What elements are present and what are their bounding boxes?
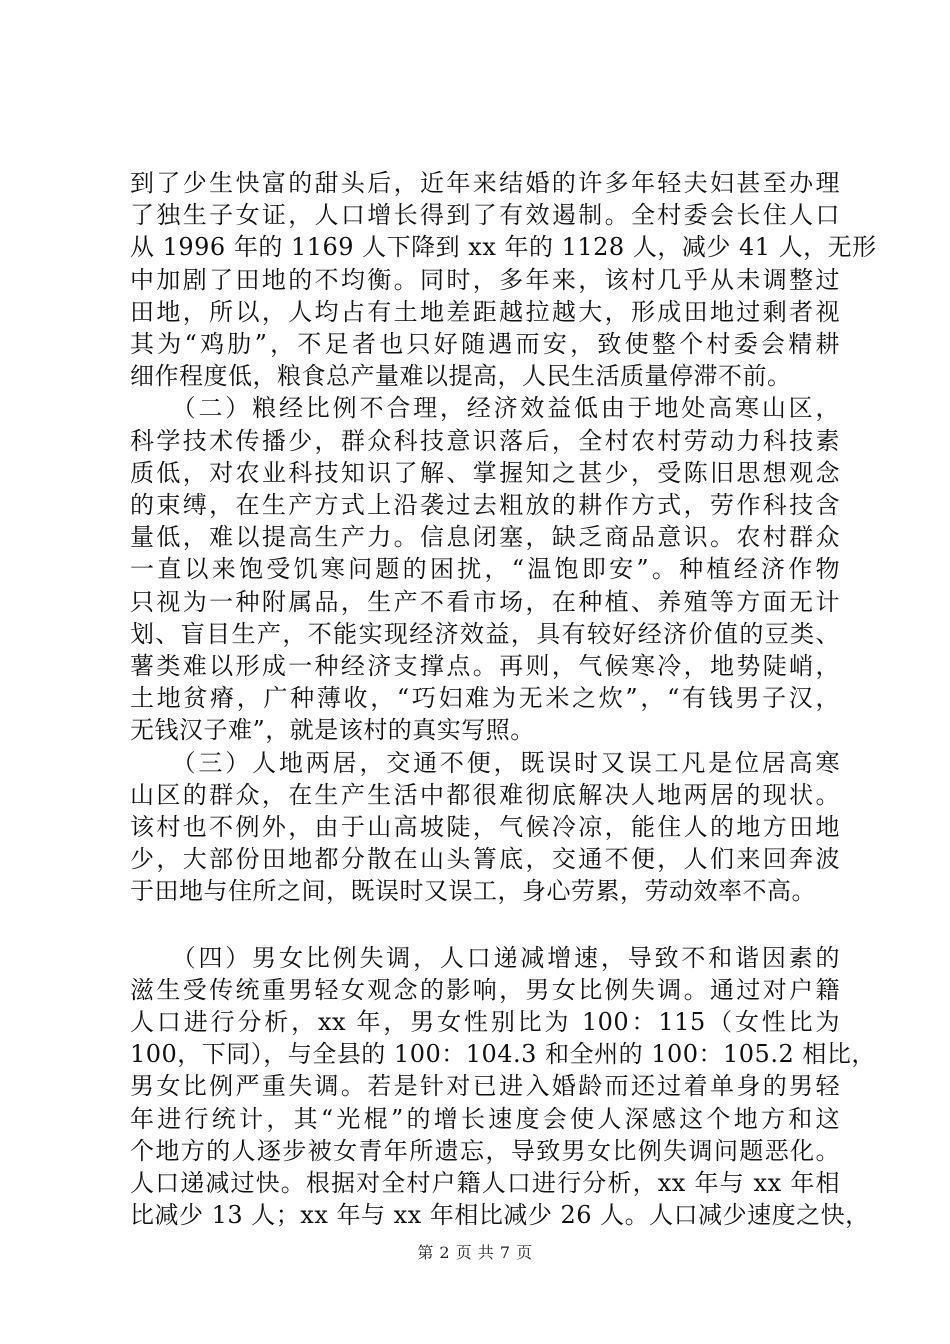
text-line: 了独生子女证，人口增长得到了有效遏制。全村委会长住人口	[130, 201, 840, 230]
paragraph-section-2	[130, 392, 840, 746]
text-line: 中加剧了田地的不均衡。同时，多年来，该村几乎从未调整过	[130, 265, 840, 294]
text-line: （三）人地两居，交通不便，既误时又误工凡是位居高寒	[130, 748, 840, 777]
paragraph-continuation	[130, 167, 877, 392]
text-line: 男女比例严重失调。若是针对已进入婚龄而还过着单身的男轻	[130, 1072, 840, 1101]
text-line: （二）粮经比例不合理，经济效益低由于地处高寒山区，	[130, 394, 840, 423]
text-line: 人口进行分析，xx 年，男女性别比为 100：115（女性比为	[130, 1008, 840, 1037]
text-line: 的束缚，在生产方式上沿袭过去粗放的耕作方式，劳作科技含	[130, 491, 840, 520]
text-line: 从 1996 年的 1169 人下降到 xx 年的 1128 人，减少 41 人，无形	[130, 233, 877, 262]
text-line: 田地，所以，人均占有土地差距越拉越大，形成田地过剩者视	[130, 297, 840, 326]
text-line: 量低，难以提高生产力。信息闭塞，缺乏商品意识。农村群众	[130, 523, 840, 552]
text-line: 个地方的人逐步被女青年所遗忘，导致男女比例失调问题恶化。	[130, 1136, 840, 1165]
paragraph-gap	[130, 908, 840, 942]
page-footer: 第 2 页 共 7 页	[417, 1243, 533, 1262]
text-line: 100，下同），与全县的 100：104.3 和全州的 100：105.2 相比，	[130, 1040, 876, 1069]
text-line: 无钱汉子难”，就是该村的真实写照。	[130, 716, 535, 745]
text-line: 该村也不例外，由于山高坡陡，气候冷凉，能住人的地方田地	[130, 813, 840, 842]
text-line: 科学技术传播少，群众科技意识落后，全村农村劳动力科技素	[130, 426, 840, 455]
text-line: 一直以来饱受饥寒问题的困扰，“温饱即安”。种植经济作物	[130, 555, 840, 584]
text-line: 比减少 13 人；xx 年与 xx 年相比减少 26 人。人口减少速度之快，	[130, 1201, 870, 1230]
text-line: 山区的群众，在生产生活中都很难彻底解决人地两居的现状。	[130, 780, 840, 809]
text-line: 到了少生快富的甜头后，近年来结婚的许多年轻夫妇甚至办理	[130, 169, 840, 197]
text-line: 其为“鸡肋”，不足者也只好随遇而安，致使整个村委会精耕	[130, 330, 840, 359]
text-line: 年进行统计，其“光棍”的增长速度会使人深感这个地方和这	[130, 1104, 840, 1133]
text-line: 细作程度低，粮食总产量难以提高，人民生活质量停滞不前。	[130, 362, 792, 391]
text-line: 薯类难以形成一种经济支撑点。再则，气候寒冷，地势陡峭，	[130, 652, 840, 681]
paragraph-section-3	[130, 747, 840, 908]
text-line: 土地贫瘠，广种薄收，“巧妇难为无米之炊”，“有钱男子汉，	[130, 684, 840, 713]
document-body	[130, 167, 877, 1232]
text-line: 于田地与住所之间，既误时又误工，身心劳累，劳动效率不高。	[130, 877, 816, 906]
text-line: （四）男女比例失调，人口递减增速，导致不和谐因素的	[130, 943, 840, 972]
text-line: 滋生受传统重男轻女观念的影响，男女比例失调。通过对户籍	[130, 975, 840, 1004]
text-line: 质低，对农业科技知识了解、掌握知之甚少，受陈旧思想观念	[130, 458, 840, 487]
text-line: 少，大部份田地都分散在山头箐底，交通不便，人们来回奔波	[130, 845, 840, 874]
paragraph-section-4	[130, 942, 876, 1232]
text-line: 人口递减过快。根据对全村户籍人口进行分析，xx 年与 xx 年相	[130, 1169, 840, 1198]
text-line: 划、盲目生产，不能实现经济效益，具有较好经济价值的豆类、	[130, 619, 840, 648]
text-line: 只视为一种附属品，生产不看市场，在种植、养殖等方面无计	[130, 587, 840, 616]
